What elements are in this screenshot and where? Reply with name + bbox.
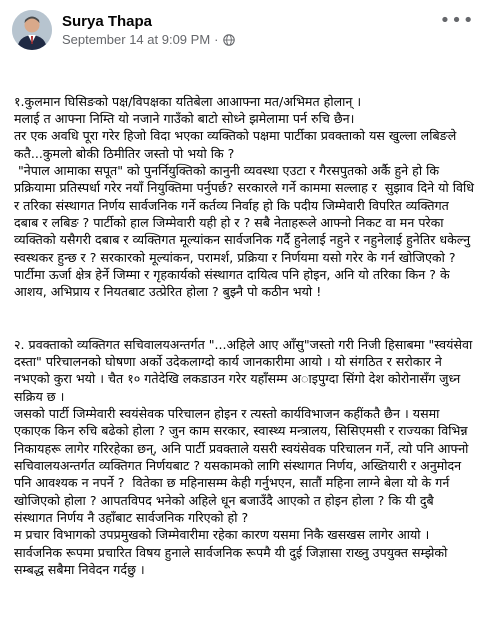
avatar[interactable]: [12, 10, 52, 50]
post-paragraph: १.कुलमान घिसिङको पक्ष/विपक्षका यतिबेला आआफ्ना मत/अभिमत होलान् । मलाई त आफ्ना निम्ति यो नजाने गाउँको बाटो सोध्ने झमेलामा पर्न रुचि छैन। तर एक अवधि पूरा गरेर हिजो विदा भएका व्यक्तिको पक्षमा पार्टीका प्रवक्ताको यस खुल्ला लबिङले कतै...कुमलो बोकी ठिमीतिर जस्तो पो भयो कि ? "नेपाल आमाका सपूत" को पुनर्नियुक्तिको कानुनी व्यवस्था एउटा र गैरसपुतको अर्कै हुने हो कि प्रक्रियामा प्रतिस्पर्धा गरेर नयाँ नियुक्तिमा पर्नुपर्छ? सरकारले गर्ने काममा सल्लाह र सुझाव दिने यो विधि र तरिका संस्थागत निर्णय सार्वजनिक गर्ने कर्तव्य निर्वाह हो कि पदीय जिम्मेवारी विपरित व्यक्तिगत दबाब र लबिङ ? पार्टीको हाल जिम्मेवारी यही हो र ? सबै नेताहरूले आफ्नो निकट वा मन परेका व्यक्तिको यसैगरी दबाब र व्यक्तिगत मूल्यांकन सार्वजनिक गर्दै हुनेलाई नहुने र नहुनेलाई हुनेतिर धकेल्नु स्वस्थकर हुन्छ र ? सरकारको मूल्यांकन, परामर्श, प्रक्रिया र निर्णयमा यसो गरेर के गर्न खोजिएको ? पार्टीमा ऊर्जा क्षेत्र हेर्ने जिम्मा र गृहकार्यको संस्थागत दायित्व पनि होइन, अनि यो तरिका किन ? के आशय, अभिप्राय र नियतबाट उत्प्रेरित होला ? बुझ्नै पो कठीन भयो !: [14, 93, 474, 300]
more-options-icon[interactable]: •••: [439, 9, 475, 31]
post-meta: [62, 13, 235, 48]
post-paragraph: २. प्रवक्ताको व्यक्तिगत सचिवालयअन्तर्गत "...अहिले आए आँसु"जस्तो गरी निजी हिसाबमा "स्वयंसेवा दस्ता" परिचालनको घोषणा अर्को उदेकलाग्दो कार्य जानकारीमा आयो । यो संगठित र सरोकार ने नभएको कुरा भयो । चैत १० गतेदेखि लकडाउन गरेर यहाँसम्म अाइपुग्दा सिंगो देश कोरोनासँग जुध्न सक्रिय छ । जसको पार्टी जिम्मेवारी स्वयंसेवक परिचालन होइन र त्यस्तो कार्यविभाजन कहींकतै छैन । यसमा एकाएक किन रुचि बढेको होला ? जुन काम सरकार, स्वास्थ्य मन्त्रालय, सिसिएमसी र राज्यका विभिन्न निकायहरू लागेर गरिरहेका छन्, अनि पार्टी प्रवक्ताले यसरी स्वयंसेवक परिचालन गर्ने, त्यो पनि आफ्नो सचिवालयअन्तर्गत व्यक्तिगत निर्णयबाट ? यसकामको लागि संस्थागत निर्णय, अख्तियारी र अनुमोदन पनि आवश्यक न नपर्ने ? वितेका छ महिनासम्म केही गर्नुभएन, साताैं महिना लाग्ने बेला यो के गर्न खोजिएको होला ? आपतविपद भनेको अहिले धून बजाउँदै आएको त होइन होला ? कि यी दुबै संस्थागत निर्णय नै उहाँबाट सार्वजनिक गरिएको हो ? म प्रचार विभागको उपप्रमुखको जिम्मेवारीमा रहेका कारण यसमा निकै खसखस लागेर आयो । सार्वजनिक रूपमा प्रचारित विषय हुनाले सार्वजनिक रूपमै यी दुई जिज्ञासा राख्नु उपयुक्त सम्झेको सम्बद्ध सबैमा निवेदन गर्दछु ।: [14, 336, 473, 577]
post-header: [12, 8, 235, 52]
post-subline: [62, 31, 235, 48]
author-name[interactable]: Surya Thapa: [62, 12, 153, 30]
post-timestamp[interactable]: September 14 at 9:09 PM: [62, 31, 211, 47]
globe-icon: [223, 33, 235, 45]
separator-dot: ·: [214, 31, 219, 47]
post-body: [14, 58, 476, 613]
